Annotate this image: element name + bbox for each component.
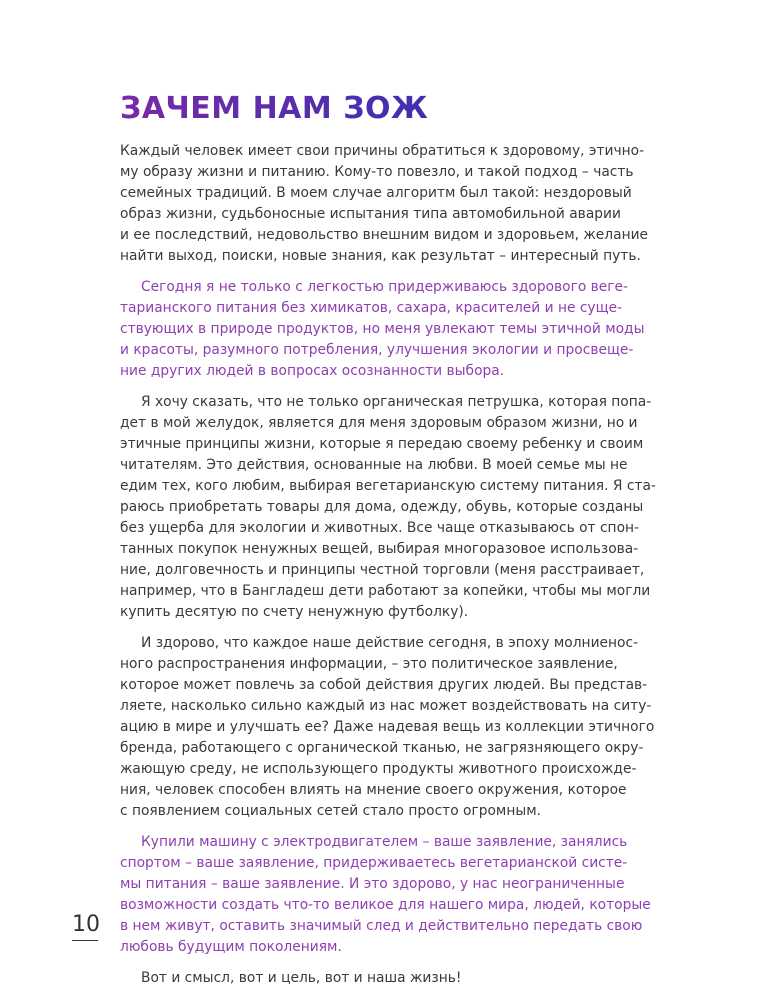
text-line: ние, долговечность и принципы честной торговли (меня расстраивает, bbox=[120, 562, 645, 578]
text-line: семейных традиций. В моем случае алгоритм был такой: нездоровый bbox=[120, 185, 632, 201]
text-line: мы питания – ваше заявление. И это здорово, у нас неограниченные bbox=[120, 876, 625, 892]
page-number: 10 bbox=[72, 912, 100, 937]
text-line: ствующих в природе продуктов, но меня увлекают темы этичной моды bbox=[120, 321, 645, 337]
text-line: танных покупок ненужных вещей, выбирая многоразовое использова- bbox=[120, 541, 639, 557]
text-line: образ жизни, судьбоносные испытания типа автомобильной аварии bbox=[120, 206, 621, 222]
text-line: ние других людей в вопросах осознанности выбора. bbox=[120, 363, 505, 379]
text-line: едим тех, кого любим, выбирая вегетарианскую систему питания. Я ста- bbox=[120, 478, 656, 494]
text-line: Купили машину с электродвигателем – ваше заявление, занялись bbox=[141, 834, 628, 850]
text-line: ния, человек способен влиять на мнение своего окружения, которое bbox=[120, 782, 627, 798]
body-text bbox=[120, 141, 656, 999]
text-line: му образу жизни и питанию. Кому-то повезло, и такой подход – часть bbox=[120, 164, 634, 180]
text-line: раюсь приобретать товары для дома, одежду, обувь, которые созданы bbox=[120, 499, 644, 515]
text-line: найти выход, поиски, новые знания, как результат – интересный путь. bbox=[120, 248, 641, 264]
text-line: и ее последствий, недовольство внешним видом и здоровьем, желание bbox=[120, 227, 649, 243]
text-line: Сегодня я не только с легкостью придерживаюсь здорового веге- bbox=[141, 279, 629, 295]
text-line: ляете, насколько сильно каждый из нас может воздействовать на ситу- bbox=[120, 698, 652, 714]
text-line: ацию в мире и улучшать ее? Даже надевая вещь из коллекции этичного bbox=[120, 719, 655, 735]
text-line: тарианского питания без химикатов, сахара, красителей и не суще- bbox=[120, 300, 623, 316]
text-line: в нем живут, оставить значимый след и действительно передать свою bbox=[120, 918, 643, 934]
text-line: купить десятую по счету ненужную футболку). bbox=[120, 604, 469, 620]
text-line: и красоты, разумного потребления, улучшения экологии и просвеще- bbox=[120, 342, 634, 358]
paragraph bbox=[120, 392, 656, 623]
text-line: спортом – ваше заявление, придерживаетесь вегетарианской систе- bbox=[120, 855, 628, 871]
paragraph bbox=[120, 968, 640, 989]
text-line: этичные принципы жизни, которые я передаю своему ребенку и своим bbox=[120, 436, 644, 452]
text-line: например, что в Бангладеш дети работают за копейки, чтобы мы могли bbox=[120, 583, 651, 599]
text-line: возможности создать что-то великое для нашего мира, людей, которые bbox=[120, 897, 651, 913]
text-line: Я хочу сказать, что не только органическая петрушка, которая попа- bbox=[141, 394, 652, 410]
paragraph bbox=[120, 141, 649, 267]
text-line: любовь будущим поколениям. bbox=[120, 939, 342, 955]
highlighted-paragraph bbox=[120, 277, 645, 382]
text-line: с появлением социальных сетей стало просто огромным. bbox=[120, 803, 542, 819]
page-title: ЗАЧЕМ НАМ ЗОЖ bbox=[120, 91, 429, 126]
text-line: жающую среду, не использующего продукты животного происхожде- bbox=[120, 761, 637, 777]
text-line: Каждый человек имеет свои причины обратиться к здоровому, этично- bbox=[120, 143, 645, 159]
text-line: дет в мой желудок, является для меня здоровым образом жизни, но и bbox=[120, 415, 638, 431]
text-line: которое может повлечь за собой действия других людей. Вы представ- bbox=[120, 677, 648, 693]
paragraph bbox=[120, 633, 655, 822]
page-number-rule bbox=[72, 940, 98, 941]
text-line: Вот и смысл, вот и цель, вот и наша жизнь! bbox=[141, 970, 462, 986]
text-line: бренда, работающего с органической тканью, не загрязняющего окру- bbox=[120, 740, 644, 756]
text-line: ного распространения информации, – это политическое заявление, bbox=[120, 656, 618, 672]
text-line: читателям. Это действия, основанные на любви. В моей семье мы не bbox=[120, 457, 628, 473]
highlighted-paragraph bbox=[120, 832, 651, 958]
text-line: без ущерба для экологии и животных. Все чаще отказываюсь от спон- bbox=[120, 520, 640, 536]
text-line: И здорово, что каждое наше действие сегодня, в эпоху молниенос- bbox=[141, 635, 639, 651]
